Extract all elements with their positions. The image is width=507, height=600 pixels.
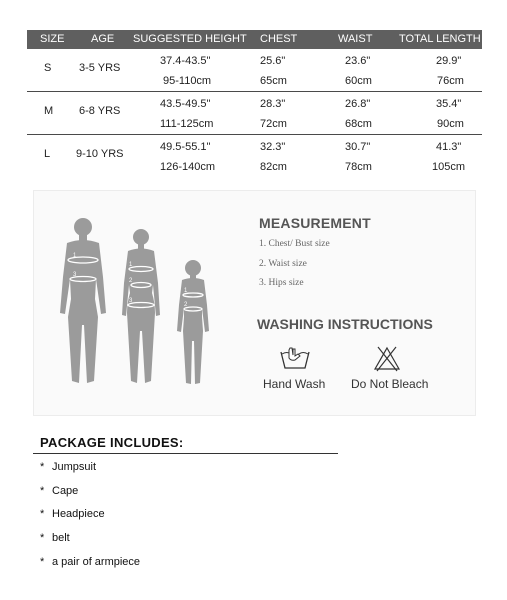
- package-item-jumpsuit: [40, 461, 96, 473]
- header-size: SIZE: [40, 33, 65, 45]
- age-cell: 9-10 YRS: [76, 148, 124, 160]
- length-inch-cell: 29.9": [436, 55, 462, 67]
- chest-cm-cell: 65cm: [260, 75, 287, 87]
- table-row: [27, 135, 482, 177]
- bullet-mark: *: [40, 485, 45, 497]
- table-row: [27, 49, 482, 92]
- hand-wash-label: Hand Wash: [263, 377, 326, 391]
- adult-mark-3: 3: [73, 272, 77, 278]
- woman-figure: [122, 229, 160, 383]
- child-figure: [177, 260, 209, 384]
- size-cell: S: [44, 62, 52, 74]
- package-item-belt: [40, 532, 70, 544]
- header-age: AGE: [91, 33, 115, 45]
- header-suggested-height: SUGGESTED HEIGHT: [133, 33, 247, 45]
- adult-figure: [60, 218, 106, 383]
- package-item-label: Jumpsuit: [52, 461, 97, 473]
- waist-inch-cell: 30.7": [345, 141, 371, 153]
- chest-cm-cell: 72cm: [260, 118, 287, 130]
- header-waist: WAIST: [338, 33, 373, 45]
- package-item-armpiece: [40, 556, 140, 568]
- header-chest: CHEST: [260, 33, 298, 45]
- child-mark-2: 2: [184, 302, 188, 308]
- length-cm-cell: 105cm: [432, 161, 466, 173]
- package-item-label: Cape: [52, 485, 79, 497]
- package-item-label: belt: [52, 532, 70, 544]
- bullet-mark: *: [40, 461, 45, 473]
- package-item-cape: [40, 485, 78, 497]
- size-chart-table: [27, 30, 482, 177]
- washing-title: WASHING INSTRUCTIONS: [257, 316, 433, 332]
- measurement-item-chest: 1. Chest/ Bust size: [259, 239, 330, 249]
- header-total-length: TOTAL LENGTH: [399, 33, 481, 45]
- bullet-mark: *: [40, 532, 45, 544]
- child-mark-1: 1: [184, 288, 188, 294]
- hand-wash-icon: [279, 346, 311, 372]
- measurement-panel: [33, 190, 476, 416]
- package-item-label: a pair of armpiece: [52, 556, 141, 568]
- bullet-mark: *: [40, 556, 45, 568]
- size-cell: M: [44, 105, 54, 117]
- age-cell: 6-8 YRS: [79, 105, 121, 117]
- chest-inch-cell: 32.3": [260, 141, 286, 153]
- waist-cm-cell: 60cm: [345, 75, 372, 87]
- measurement-title: MEASUREMENT: [259, 215, 371, 231]
- body-figures-illustration: [42, 213, 242, 398]
- do-not-bleach-label: Do Not Bleach: [351, 377, 429, 391]
- woman-mark-1: 1: [129, 262, 133, 268]
- height-inch-cell: 43.5-49.5": [160, 98, 211, 110]
- package-includes-title: PACKAGE INCLUDES:: [40, 435, 184, 450]
- age-cell: 3-5 YRS: [79, 62, 121, 74]
- height-cm-cell: 111-125cm: [160, 118, 214, 130]
- woman-mark-3: 3: [129, 298, 133, 304]
- adult-mark-1: 1: [73, 253, 77, 259]
- height-cm-cell: 95-110cm: [163, 75, 212, 87]
- length-cm-cell: 90cm: [437, 118, 464, 130]
- package-item-headpiece: [40, 508, 105, 520]
- height-cm-cell: 126-140cm: [160, 161, 216, 173]
- length-inch-cell: 35.4": [436, 98, 462, 110]
- length-inch-cell: 41.3": [436, 141, 462, 153]
- height-inch-cell: 49.5-55.1": [160, 141, 211, 153]
- size-cell: L: [44, 148, 51, 160]
- do-not-bleach-icon: [373, 346, 401, 372]
- chest-inch-cell: 25.6": [260, 55, 286, 67]
- package-item-label: Headpiece: [52, 508, 105, 520]
- measurement-item-hips: 3. Hips size: [259, 278, 304, 288]
- chest-cm-cell: 82cm: [260, 161, 287, 173]
- height-inch-cell: 37.4-43.5": [160, 55, 211, 67]
- table-header: [27, 30, 482, 49]
- measurement-item-waist: 2. Waist size: [259, 259, 307, 269]
- bullet-mark: *: [40, 508, 45, 520]
- waist-inch-cell: 23.6": [345, 55, 371, 67]
- waist-cm-cell: 68cm: [345, 118, 372, 130]
- package-divider: [33, 453, 338, 454]
- waist-cm-cell: 78cm: [345, 161, 372, 173]
- woman-mark-2: 2: [129, 278, 133, 284]
- chest-inch-cell: 28.3": [260, 98, 286, 110]
- waist-inch-cell: 26.8": [345, 98, 371, 110]
- table-row: [27, 92, 482, 135]
- length-cm-cell: 76cm: [437, 75, 464, 87]
